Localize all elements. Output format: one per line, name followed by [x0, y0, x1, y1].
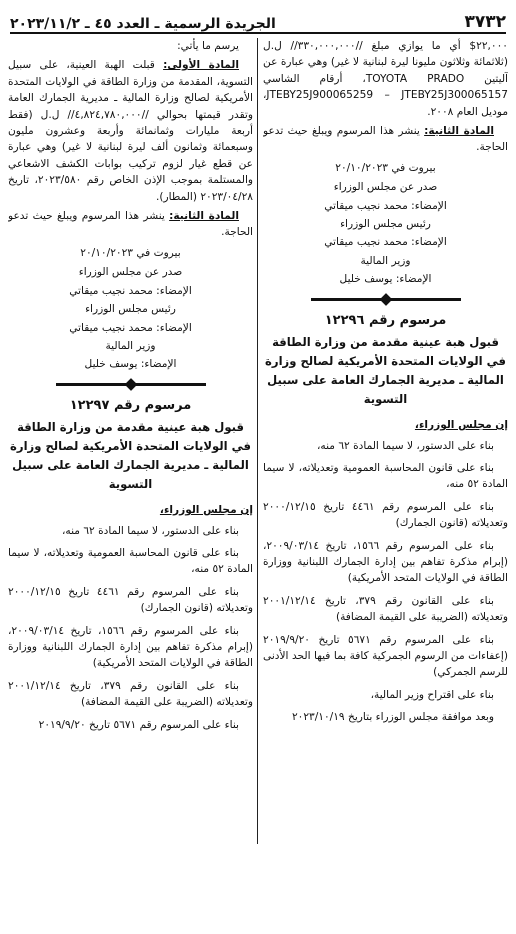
decree-subtitle: قبول هبة عينية مقدمة من وزارة الطاقة في الولايات المتحدة الأمريكية لصالح وزارة المالية ـ مديرية الجمارك العامة على سبيل التسوية: [265, 335, 506, 407]
signature-pm-2: الإمضاء: محمد نجيب ميقاتي: [69, 321, 192, 334]
signature-pm: الإمضاء: محمد نجيب ميقاتي: [69, 284, 192, 297]
gazette-issue: الجريدة الرسمية ـ العدد ٤٥ ـ ٢٠٢٣/١١/٢: [10, 16, 276, 32]
recital: بناء على المرسوم رقم ٤٤٦١ تاريخ ٢٠٠٠/١٢/١٥ وتعديلاته (قانون الجمارك): [8, 585, 253, 615]
finance-minister-title: وزير المالية: [360, 254, 411, 267]
decree-title: مرسوم رقم ١٢٢٩٦: [324, 312, 447, 328]
signature-pm: الإمضاء: محمد نجيب ميقاتي: [324, 199, 447, 212]
article-one-label: المادة الأولى:: [163, 59, 240, 72]
signature-finance: الإمضاء: يوسف خليل: [339, 273, 432, 286]
article-two-text: ينشر هذا المرسوم ويبلغ حيث تدعو الحاجة.: [8, 210, 253, 239]
signature-block: [263, 160, 508, 288]
intro-paragraph: ٢٢,٠٠٠$ أي ما يوازي مبلغ //٣٣٠,٠٠٠,٠٠٠// ل.ل (ثلاثمائة وثلاثون مليونا ليرة لبنانية لا غير) وهي عبارة عن آليتين TOYOTA PRADO، أرقام الشاسي JTEBY25J900065259 – JTEBY25J300065157، موديل العام ٢٠٠٨.: [263, 40, 508, 118]
signature-pm-2: الإمضاء: محمد نجيب ميقاتي: [324, 236, 447, 249]
page-header: [10, 6, 506, 34]
recital: بناء على المرسوم رقم ٤٤٦١ تاريخ ٢٠٠٠/١٢/١٥ وتعديلاته (قانون الجمارك): [263, 500, 508, 530]
pm-title: رئيس مجلس الوزراء: [340, 218, 431, 231]
column-divider: [257, 38, 258, 844]
article-two: [8, 208, 253, 241]
section-separator: [311, 296, 461, 303]
recital: بناء على المرسوم رقم ٥٦٧١ تاريخ ٢٠١٩/٩/٢٠ (إعفاءات من الرسوم الجمركية كافة بما فيها الحد الأدنى للرسم الجمركي): [263, 633, 508, 679]
council-heading: إن مجلس الوزراء،: [414, 419, 508, 432]
issued-by: صدر عن مجلس الوزراء: [333, 181, 438, 194]
issued-by: صدر عن مجلس الوزراء: [78, 266, 183, 279]
article-two-text: ينشر هذا المرسوم ويبلغ حيث تدعو الحاجة.: [263, 125, 508, 154]
article-two: [263, 123, 508, 156]
decree-subtitle: قبول هبة عينية مقدمة من وزارة الطاقة في الولايات المتحدة الأمريكية لصالح وزارة المالية ـ مديرية الجمارك العامة على سبيل التسوية: [10, 420, 251, 492]
section-separator: [56, 381, 206, 388]
right-column: [263, 38, 508, 930]
page-number: ٣٧٣٢: [464, 12, 506, 32]
recital: وبعد موافقة مجلس الوزراء بتاريخ ٢٠٢٣/١٠/١٩: [291, 711, 494, 724]
recital: بناء على المرسوم رقم ١٥٦٦، تاريخ ٢٠٠٩/٠٣/١٤، (إبرام مذكرة تفاهم بين إدارة الجمارك اللبنانية ووزارة الطاقة في الولايات المتحد الأمريكية): [263, 539, 508, 585]
recital: بناء على قانون المحاسبة العمومية وتعديلاته، لا سيما المادة ٥٢ منه،: [263, 461, 508, 491]
issue-date: بيروت في ٢٠/١٠/٢٠٢٣: [80, 246, 181, 259]
article-two-label: المادة الثانية:: [424, 125, 494, 138]
recital: بناء على الدستور، لا سيما المادة ٦٢ منه،: [61, 524, 239, 537]
article-two-label: المادة الثانية:: [169, 210, 239, 223]
recital: بناء على الدستور، لا سيما المادة ٦٢ منه،: [316, 439, 494, 452]
recital: بناء على المرسوم رقم ٥٦٧١ تاريخ ٢٠١٩/٩/٢٠: [38, 718, 239, 731]
signature-finance: الإمضاء: يوسف خليل: [84, 358, 177, 371]
issue-date: بيروت في ٢٠/١٠/٢٠٢٣: [335, 161, 436, 174]
recital: بناء على قانون المحاسبة العمومية وتعديلاته، لا سيما المادة ٥٢ منه،: [8, 546, 253, 576]
signature-block: [8, 245, 253, 373]
recital: بناء على القانون رقم ٣٧٩، تاريخ ٢٠٠١/١٢/١٤ وتعديلاته (الضريبة على القيمة المضافة): [8, 679, 253, 709]
decree-title: مرسوم رقم ١٢٢٩٧: [69, 397, 192, 413]
council-heading: إن مجلس الوزراء،: [159, 504, 253, 517]
decrees-heading: يرسم ما يأتي:: [177, 40, 239, 52]
finance-minister-title: وزير المالية: [105, 339, 156, 352]
recital: بناء على المرسوم رقم ١٥٦٦، تاريخ ٢٠٠٩/٠٣/١٤، (إبرام مذكرة تفاهم بين إدارة الجمارك اللبنانية ووزارة الطاقة في الولايات المتحد الأمريكية): [8, 624, 253, 670]
recital: بناء على القانون رقم ٣٧٩، تاريخ ٢٠٠١/١٢/١٤ وتعديلاته (الضريبة على القيمة المضافة): [263, 594, 508, 624]
left-column: [8, 38, 253, 930]
recital: بناء على اقتراح وزير المالية،: [370, 688, 494, 701]
pm-title: رئيس مجلس الوزراء: [85, 303, 176, 316]
article-one-text: قبلت الهبة العينية، على سبيل التسوية، المقدمة من وزارة الطاقة في الولايات المتحدة الأمريكية لصالح وزارة المالية ـ مديرية الجمارك العامة وتقدر قيمتها بحوالي //٤,٨٢٤,٧٨٠,٠٠٠// ل.ل (فقط أربعة مليارات وثمانمائة وأربعة وعشرون مليون وسبعمائة وثمانون ألف ليرة لبنانية لا غير) وهي عبارة عن قطع غيار لزوم تركيب بوابات الكشف الاشعاعي والمستلمة بموجب الإذن الخاص رقم ٢٠٢٣/٥٨٠، تاريخ ٢٠٢٣/٠٤/٢٨ (المطار).: [8, 59, 253, 203]
article-one: [8, 57, 253, 205]
